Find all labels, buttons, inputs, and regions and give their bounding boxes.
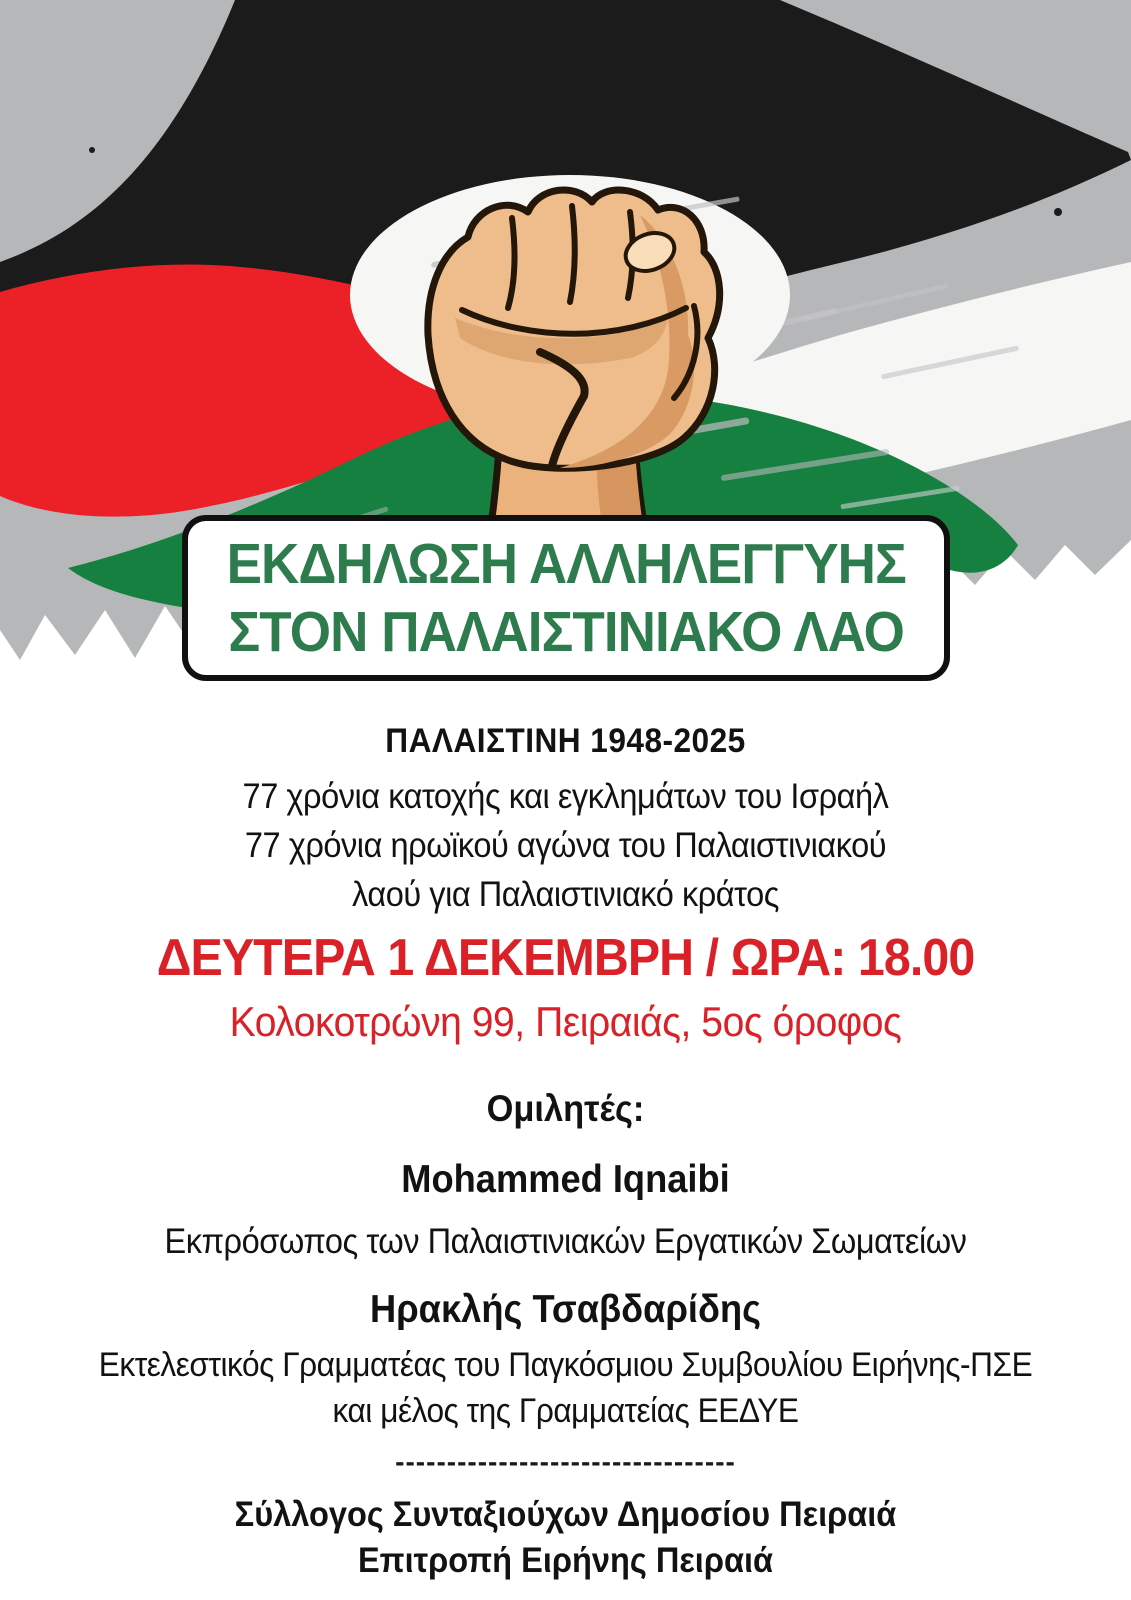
speaker-2-role-line-2: και μέλος της Γραμματείας ΕΕΔΥΕ (332, 1392, 799, 1430)
title-line-2: ΣΤΟΝ ΠΑΛΑΙΣΤΙΝΙΑΚΟ ΛΑΟ (228, 600, 904, 664)
speaker-1-role: Εκπρόσωπος των Παλαιστινιακών Εργατικών Σωματείων (164, 1222, 967, 1261)
organizer-line-2: Επιτροπή Ειρήνης Πειραιά (357, 1541, 774, 1580)
event-datetime: ΔΕΥΤΕΡΑ 1 ΔΕΚΕΜΒΡΗ / ΩΡΑ: 18.00 (156, 929, 975, 987)
speakers-label: Ομιλητές: (486, 1088, 645, 1129)
title-box (182, 515, 950, 681)
intro-line-2: 77 χρόνια ηρωϊκού αγώνα του Παλαιστινιακού (244, 826, 887, 865)
organizer-line-1: Σύλλογος Συνταξιούχων Δημοσίου Πειραιά (234, 1495, 897, 1534)
speaker-2-role-line-1: Εκτελεστικός Γραμματέας του Παγκόσμιου Συμβουλίου Ειρήνης-ΠΣΕ (98, 1346, 1033, 1384)
palestine-years-heading: ΠΑΛΑΙΣΤΙΝΗ 1948-2025 (385, 722, 746, 760)
intro-line-1: 77 χρόνια κατοχής και εγκλημάτων του Ισραήλ (242, 777, 889, 816)
speaker-2-role (40, 1342, 1092, 1434)
dashed-separator: --------------------------------- (395, 1446, 736, 1477)
intro-text (40, 772, 1092, 919)
speaker-1-name: Mohammed Iqnaibi (401, 1158, 730, 1201)
intro-line-3: λαού για Παλαιστινιακό κράτος (352, 875, 779, 914)
title-line-1: ΕΚΔΗΛΩΣΗ ΑΛΛΗΛΕΓΓΥΗΣ (226, 532, 906, 596)
speaker-2-name: Ηρακλής Τσαβδαρίδης (370, 1288, 761, 1331)
organizers (40, 1492, 1092, 1584)
event-location: Κολοκοτρώνη 99, Πειραιάς, 5ος όροφος (229, 998, 902, 1045)
